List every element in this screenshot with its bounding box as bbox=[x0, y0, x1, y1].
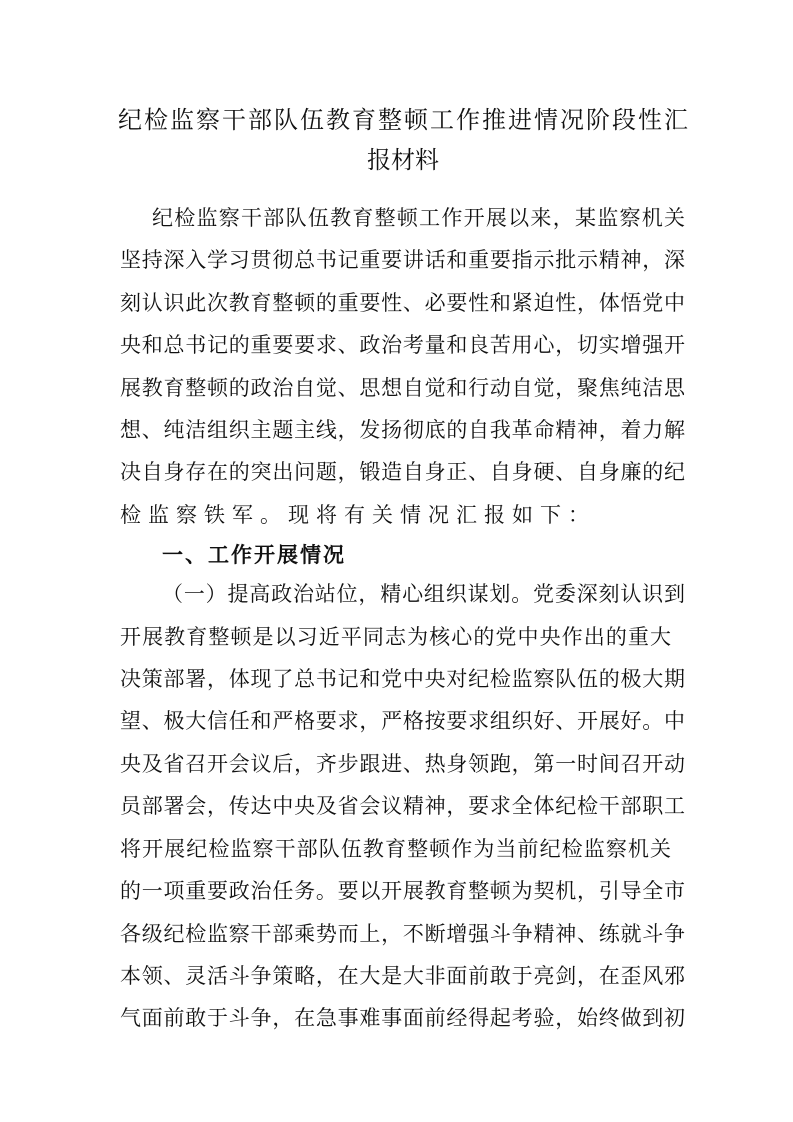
intro-line: 坚持深入学习贯彻总书记重要讲话和重要指示批示精神，深 bbox=[120, 248, 685, 273]
document-body bbox=[120, 197, 685, 1040]
section-line: 央及省召开会议后，齐步跟进、热身领跑，第一时间召开动 bbox=[120, 751, 685, 776]
intro-line: 央和总书记的重要要求、政治考量和良苦用心，切实增强开 bbox=[120, 333, 685, 358]
intro-line: 检监察铁军。现将有关情况汇报如下： bbox=[120, 502, 596, 527]
section-line: 望、极大信任和严格要求，严格按要求组织好、开展好。中 bbox=[120, 709, 685, 734]
intro-line: 刻认识此次教育整顿的重要性、必要性和紧迫性，体悟党中 bbox=[120, 290, 685, 315]
intro-line: 决自身存在的突出问题，锻造自身正、自身硬、自身廉的纪 bbox=[120, 460, 685, 485]
section-line: 本领、灵活斗争策略，在大是大非面前敢于亮剑，在歪风邪 bbox=[120, 963, 685, 988]
section-line: 员部署会，传达中央及省会议精神，要求全体纪检干部职工 bbox=[120, 794, 685, 819]
section-line: 各级纪检监察干部乘势而上，不断增强斗争精神、练就斗争 bbox=[120, 921, 685, 946]
document-title-line-1: 纪检监察干部队伍教育整顿工作推进情况阶段性汇 bbox=[118, 106, 688, 134]
section-line: （一）提高政治站位，精心组织谋划。党委深刻认识到 bbox=[162, 582, 685, 607]
section-line: 的一项重要政治任务。要以开展教育整顿为契机，引导全市 bbox=[120, 879, 685, 904]
intro-line: 纪检监察干部队伍教育整顿工作开展以来，某监察机关 bbox=[152, 206, 685, 230]
section-line: 决策部署，体现了总书记和党中央对纪检监察队伍的极大期 bbox=[120, 667, 685, 692]
section-line: 开展教育整顿是以习近平同志为核心的党中央作出的重大 bbox=[120, 624, 671, 649]
section-heading: 一、工作开展情况 bbox=[162, 542, 346, 568]
intro-line: 展教育整顿的政治自觉、思想自觉和行动自觉，聚焦纯洁思 bbox=[120, 375, 685, 400]
section-line: 将开展纪检监察干部队伍教育整顿作为当前纪检监察机关 bbox=[120, 836, 671, 861]
section-line: 气面前敢于斗争，在急事难事面前经得起考验，始终做到初 bbox=[120, 1006, 685, 1031]
intro-line: 想、纯洁组织主题主线，发扬彻底的自我革命精神，着力解 bbox=[120, 418, 685, 443]
document-title-line-2: 报材料 bbox=[367, 146, 439, 174]
